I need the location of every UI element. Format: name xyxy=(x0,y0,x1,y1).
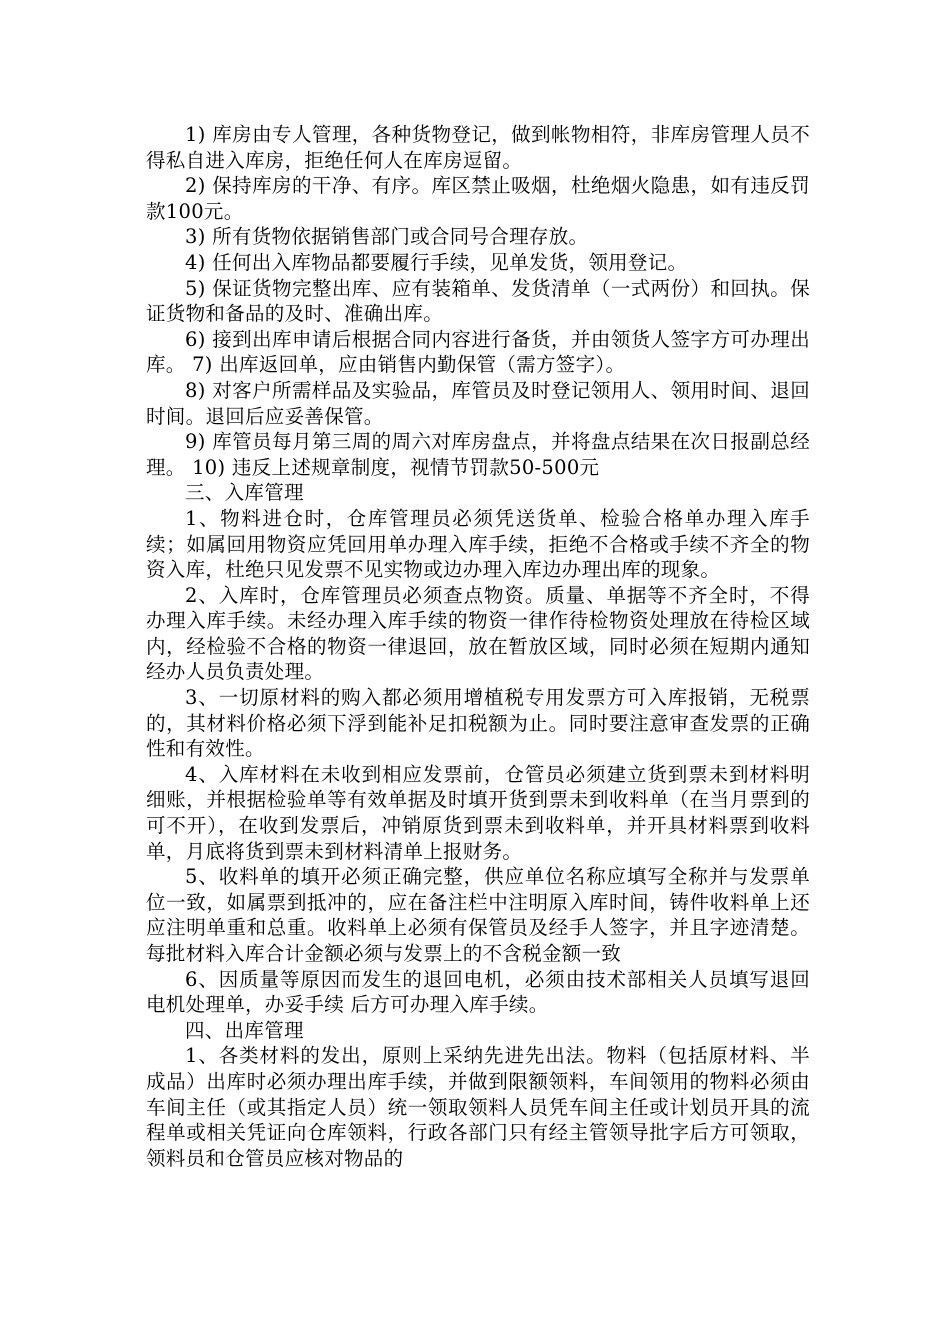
inbound-paragraph-1: 1、物料进仓时，仓库管理员必须凭送货单、检验合格单办理入库手续；如属回用物资应凭回用单办理入库手续，拒绝不合格或手续不齐全的物资入库，杜绝只见发票不见实物或边办理入库边办理出库的现象。 xyxy=(146,506,810,582)
inbound-paragraph-6: 6、因质量等原因而发生的退回电机，必须由技术部相关人员填写退回电机处理单，办妥手续 后方可办理入库手续。 xyxy=(146,967,810,1017)
rule-paragraph-9: 9) 库管员每月第三周的周六对库房盘点，并将盘点结果在次日报副总经理。 10) 违反上述规章制度，视情节罚款50-500元 xyxy=(146,430,810,479)
rule-paragraph-2: 2) 保持库房的干净、有序。库区禁止吸烟，杜绝烟火隐患，如有违反罚款100元。 xyxy=(146,174,810,223)
inbound-paragraph-4: 4、入库材料在未收到相应发票前，仓管员必须建立货到票未到材料明细账，并根据检验单等有效单据及时填开货到票未到收料单（在当月票到的可不开），在收到发票后，冲销原货到票未到收料单，并开具材料票到收料单，月底将货到票未到材料清单上报财务。 xyxy=(146,762,810,863)
rule-paragraph-1: 1) 库房由专人管理，各种货物登记，做到帐物相符，非库房管理人员不得私自进入库房，拒绝任何人在库房逗留。 xyxy=(146,123,810,172)
rule-paragraph-3: 3) 所有货物依据销售部门或合同号合理存放。 xyxy=(185,225,589,249)
rule-paragraph-4: 4) 任何出入库物品都要履行手续，见单发货，领用登记。 xyxy=(185,250,688,274)
rule-paragraph-6: 6) 接到出库申请后根据合同内容进行备货，并由领货人签字方可办理出库。 7) 出库返回单，应由销售内勤保管（需方签字）。 xyxy=(146,327,810,377)
section-heading-outbound: 四、出库管理 xyxy=(185,1018,304,1042)
inbound-paragraph-5: 5、收料单的填开必须正确完整，供应单位名称应填写全称并与发票单位一致，如属票到抵冲的，应在备注栏中注明原入库时间，铸件收料单上还应注明单重和总重。收料单上必须有保管员及经手人签字，并且字迹清楚。每批材料入库合计金额必须与发票上的不含税金额一致 xyxy=(146,865,810,965)
section-heading-inbound: 三、入库管理 xyxy=(185,481,304,505)
inbound-paragraph-2: 2、入库时，仓库管理员必须查点物资。质量、单据等不齐全时，不得办理入库手续。未经办理入库手续的物资一律作待检物资处理放在待检区域内，经检验不合格的物资一律退回，放在暂放区域，同时必须在短期内通知经办人员负责处理。 xyxy=(146,583,810,684)
document-body xyxy=(146,122,810,1171)
outbound-paragraph-1: 1、各类材料的发出，原则上采纳先进先出法。物料（包括原材料、半成品）出库时必须办理出库手续，并做到限额领料，车间领用的物料必须由车间主任（或其指定人员）统一领取领料人员凭车间主任或计划员开具的流程单或相关凭证向仓库领料，行政各部门只有经主管领导批字后方可领取，领料员和仓管员应核对物品的 xyxy=(146,1044,810,1170)
rule-paragraph-8: 8) 对客户所需样品及实验品，库管员及时登记领用人、领用时间、退回时间。退回后应妥善保管。 xyxy=(146,378,810,428)
inbound-paragraph-3: 3、一切原材料的购入都必须用增植税专用发票方可入库报销，无税票的，其材料价格必须下浮到能补足扣税额为止。同时要注意审查发票的正确性和有效性。 xyxy=(146,686,810,761)
rule-paragraph-5: 5) 保证货物完整出库、应有装箱单、发货清单（一式两份）和回执。保证货物和备品的及时、准确出库。 xyxy=(146,276,810,326)
